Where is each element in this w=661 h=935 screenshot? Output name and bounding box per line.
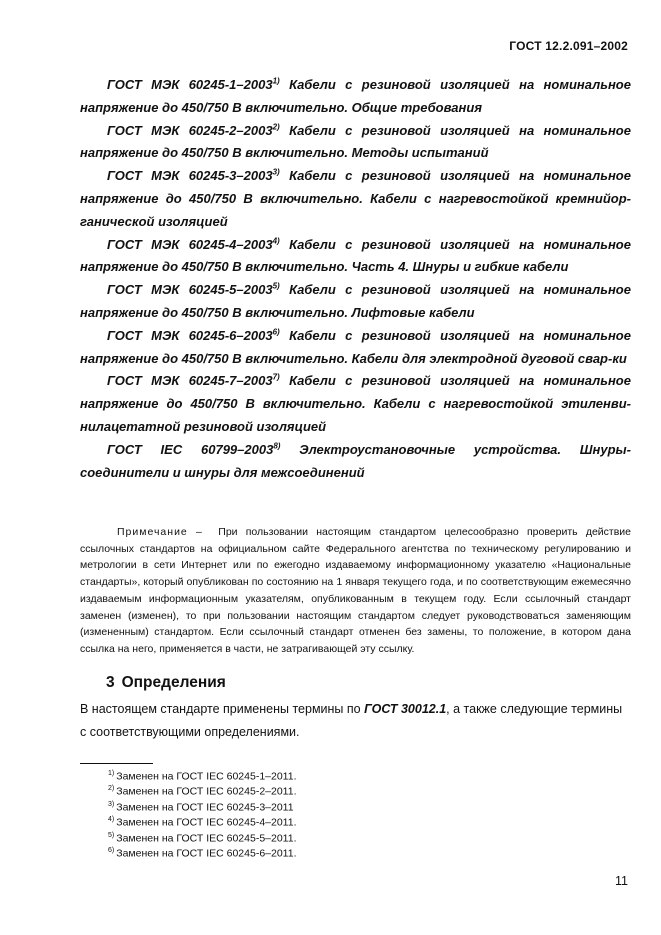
note-text: При пользовании настоящим стандартом целесообразно проверить действие ссылочных стандартов на официальном сайте Федерального агентства по техническому регулированию и метрологии в сети Интернет или по ежегодно издаваемому информационному указателю «Национальные стандарты», который опубликован по состоянию на 1 января текущего года, и по соответствующим ежемесячно издаваемым информационным указателям, опубликованным в текущем году. Если ссылочный стандарт заменен (изменен), то при пользовании настоящим стандартом следует руководствоваться заменяющим (измененным) стандартом. Если ссылочный стандарт отменен без замены, то положение, в котором дана ссылка на него, применяется в части, не затрагивающей эту ссылку. — [80, 526, 631, 655]
footnote-item — [108, 814, 297, 829]
reference-entry — [80, 279, 631, 325]
note-paragraph — [80, 524, 631, 658]
reference-footnote-mark: 3) — [272, 167, 280, 177]
reference-entry — [80, 439, 631, 485]
footnote-text: Заменен на ГОСТ IEC 60245-6–2011. — [116, 847, 297, 860]
reference-footnote-mark: 6) — [272, 327, 280, 337]
note-label: Примечание — [117, 526, 188, 538]
reference-title: Кабели с резиновой изоляцией на номинальное напряжение до 450/750 В включительно. Кабели для электродной дуговой свар-ки — [80, 327, 631, 366]
reference-entry — [80, 325, 631, 371]
reference-entry — [80, 234, 631, 280]
footnote-item — [108, 799, 297, 814]
reference-entry — [80, 370, 631, 438]
page-number: 11 — [615, 874, 628, 888]
reference-footnote-mark: 5) — [272, 281, 280, 291]
reference-title: Кабели с резиновой изоляцией на номинальное напряжение до 450/750 В включительно. Лифтовые кабели — [80, 282, 631, 320]
footnote-text: Заменен на ГОСТ IEC 60245-3–2011 — [116, 801, 294, 814]
intro-text-end: , а также следующие термины с соответствующими определениями. — [80, 702, 623, 739]
reference-title: Кабели с резиновой изоляцией на номинальное напряжение до 450/750 В включительно. Общие требования — [80, 77, 631, 115]
footnote-text: Заменен на ГОСТ IEC 60245-4–2011. — [116, 816, 297, 829]
reference-title: Кабели с резиновой изоляцией на номинальное напряжение до 450/750 В включительно. Кабели с нагревостойкой кремнийор-ганической изоляцией — [80, 168, 631, 229]
footnote-item — [108, 845, 297, 860]
reference-code: ГОСТ МЭК 60245-4–2003 — [107, 236, 273, 252]
reference-entry — [80, 120, 631, 166]
footnote-mark: 4) — [108, 816, 115, 824]
reference-code: ГОСТ МЭК 60245-1–2003 — [107, 77, 273, 92]
reference-code: ГОСТ МЭК 60245-7–2003 — [107, 373, 273, 389]
reference-footnote-mark: 2) — [272, 122, 280, 132]
reference-footnote-mark: 1) — [272, 76, 280, 86]
reference-title: Электроустановочные устройства. Шнуры-соединители и шнуры для межсоединений — [80, 441, 631, 480]
reference-code: ГОСТ IEC 60799–2003 — [107, 441, 274, 457]
footnote-mark: 2) — [108, 785, 115, 793]
footnote-separator — [80, 763, 153, 764]
section-title: Определения — [121, 674, 226, 691]
footnote-item — [108, 830, 297, 845]
note-dash: – — [196, 526, 202, 538]
intro-text-start: В настоящем стандарте применены термины по — [80, 702, 365, 716]
footnote-mark: 1) — [108, 770, 115, 777]
footnote-item — [108, 783, 297, 798]
reference-footnote-mark: 7) — [272, 373, 280, 383]
reference-entry — [80, 74, 631, 120]
document-id-header: ГОСТ 12.2.091–2002 — [509, 39, 628, 53]
reference-footnote-mark: 8) — [273, 441, 281, 451]
intro-standard-ref: ГОСТ 30012.1 — [364, 702, 447, 716]
footnote-item — [108, 768, 297, 783]
reference-footnote-mark: 4) — [272, 236, 280, 246]
reference-code: ГОСТ МЭК 60245-6–2003 — [107, 327, 273, 343]
section-heading — [106, 674, 226, 692]
footnote-text: Заменен на ГОСТ IEC 60245-2–2011. — [116, 785, 297, 798]
reference-title: Кабели с резиновой изоляцией на номинальное напряжение до 450/750 В включительно. Методы испытаний — [80, 122, 631, 161]
section-number: 3 — [106, 674, 115, 691]
footnotes-list — [108, 768, 297, 860]
footnote-text: Заменен на ГОСТ IEC 60245-1–2011. — [116, 770, 297, 783]
reference-code: ГОСТ МЭК 60245-2–2003 — [107, 122, 273, 138]
reference-code: ГОСТ МЭК 60245-5–2003 — [107, 282, 273, 298]
footnote-mark: 5) — [108, 831, 115, 839]
footnote-mark: 6) — [108, 847, 115, 855]
reference-title: Кабели с резиновой изоляцией на номинальное напряжение до 450/750 В включительно. Часть 4. Шнуры и гибкие кабели — [80, 236, 631, 275]
normative-references-list — [80, 74, 631, 484]
reference-title: Кабели с резиновой изоляцией на номинальное напряжение до 450/750 В включительно. Кабели с нагревостойкой этиленви-нилацетатной резиновой изоляцией — [80, 373, 631, 434]
footnote-mark: 3) — [108, 800, 115, 808]
footnote-text: Заменен на ГОСТ IEC 60245-5–2011. — [116, 832, 297, 845]
reference-entry — [80, 165, 631, 233]
reference-code: ГОСТ МЭК 60245-3–2003 — [107, 168, 273, 184]
section-intro-paragraph — [80, 698, 631, 744]
